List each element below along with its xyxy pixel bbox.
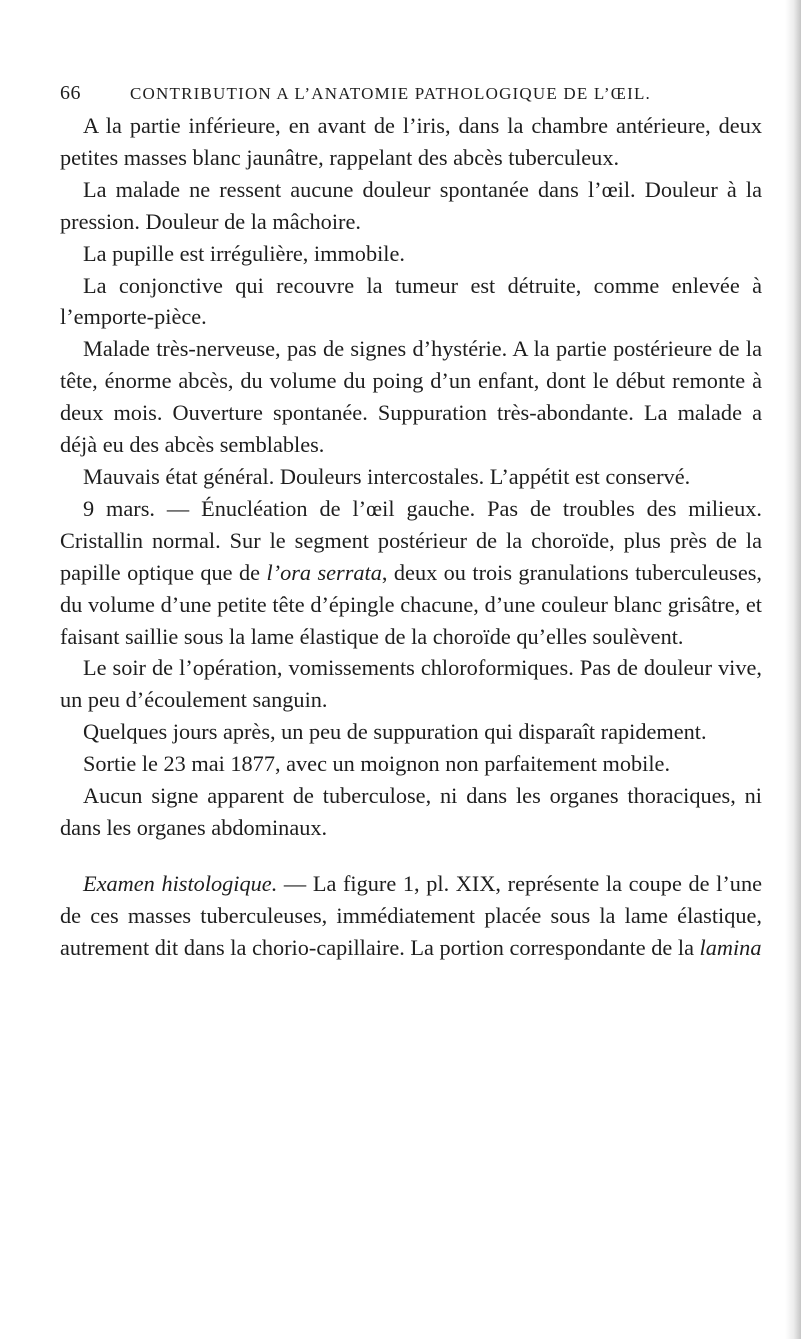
paragraph: La pupille est irrégulière, immobile. (83, 240, 405, 266)
paragraph: A la partie inférieure, en avant de l’iris, dans la chambre antérieure, deux petites masses blanc jaunâtre, rappelant des abcès tuberculeux. (60, 113, 762, 170)
paragraph: Quelques jours après, un peu de suppuration qui disparaît rapidement. (83, 719, 707, 745)
march-text-before: 9 mars. — Énucléation de l’œil gauche. Pas de troubles des milieux. Cristallin normal. Sur le segment postérieur de la choroïde, plus près de la papille optique que de (60, 495, 762, 585)
paragraph: Le soir de l’opération, vomissements chloroformiques. Pas de douleur vive, un peu d’écoulement sanguin. (60, 655, 762, 713)
body-text (60, 110, 762, 964)
running-head (60, 82, 760, 112)
march-text-after: , deux ou trois granulations tuberculeuses, du volume d’une petite tête d’épingle chacune, d’une couleur blanc grisâtre, et faisant saillie sous la lame élastique de la choroïde qu’elles soulèvent. (60, 559, 762, 649)
paragraph: Sortie le 23 mai 1877, avec un moignon non parfaitement mobile. (83, 751, 671, 777)
paragraph: La malade ne ressent aucune douleur spontanée dans l’œil. Douleur à la pression. Douleur de la mâchoire. (60, 176, 762, 234)
page-number: 66 (60, 82, 81, 104)
paragraph-examen (60, 868, 762, 964)
examen-heading-italic: Examen histologique. (83, 870, 278, 896)
ora-serrata-italic: l’ora serrata (266, 559, 382, 585)
paragraph: Aucun signe apparent de tuberculose, ni dans les organes thoraciques, ni dans les organes abdominaux. (60, 783, 762, 840)
paragraph-march (60, 493, 762, 653)
paragraph: La conjonctive qui recouvre la tumeur est détruite, comme enlevée à l’emporte-pièce. (60, 272, 762, 330)
running-title: CONTRIBUTION A L’ANATOMIE PATHOLOGIQUE DE L’ŒIL. (130, 84, 652, 103)
lamina-italic: lamina (699, 934, 762, 960)
paragraph: Mauvais état général. Douleurs intercostales. L’appétit est conservé. (83, 463, 691, 489)
examen-text: — La figure 1, pl. XIX, représente la coupe de l’une de ces masses tuberculeuses, immédiatement placée sous la lame élastique, autrement dit dans la chorio-capillaire. La portion correspondante de la (60, 870, 762, 960)
page-edge-shadow (785, 0, 801, 1339)
paragraph: Malade très-nerveuse, pas de signes d’hystérie. A la partie postérieure de la tête, énorme abcès, du volume du poing d’un enfant, dont le début remonte à deux mois. Ouverture spontanée. Suppuration très-abondante. La malade a déjà eu des abcès semblables. (60, 336, 762, 458)
